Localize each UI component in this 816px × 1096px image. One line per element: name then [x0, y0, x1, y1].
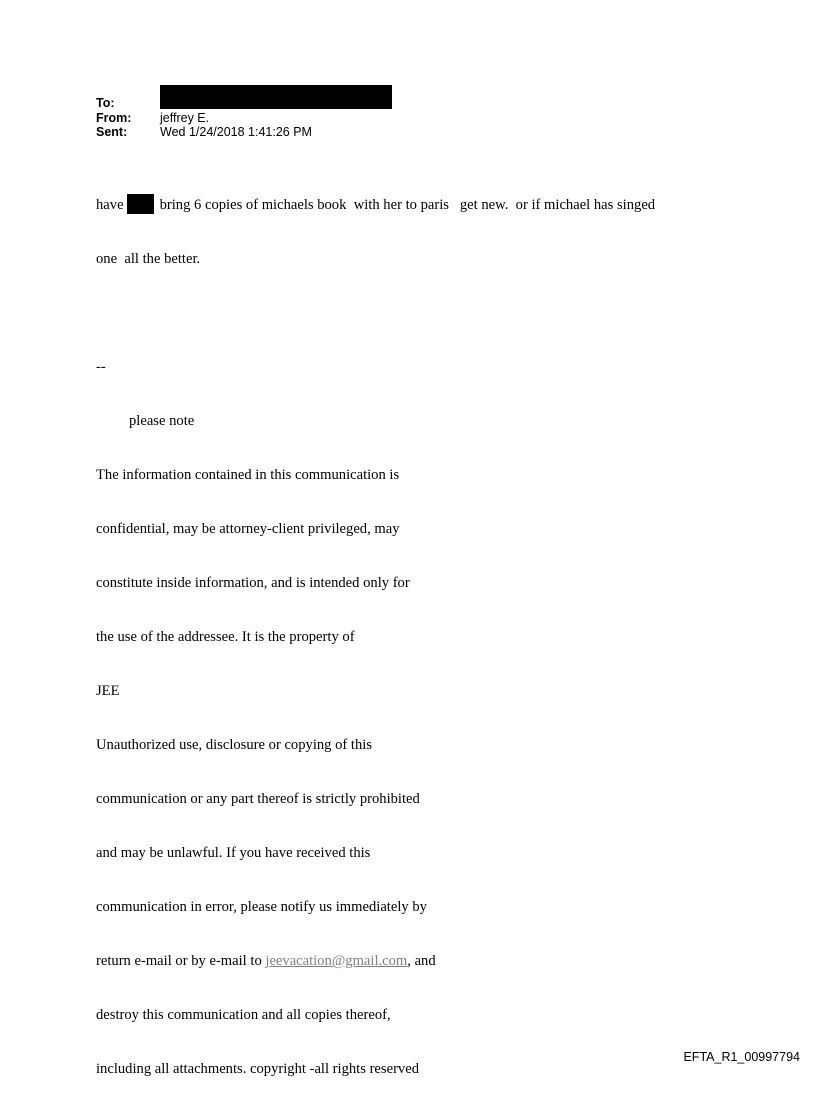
disclaimer-line: Unauthorized use, disclosure or copying of this	[96, 737, 373, 753]
to-label: To:	[96, 96, 115, 110]
disclaimer-line: destroy this communication and all copies thereof,	[96, 1007, 391, 1023]
from-row	[96, 111, 392, 126]
from-label: From:	[96, 110, 132, 125]
disclaimer-line: The information contained in this communication is	[96, 467, 400, 483]
disclaimer-line: communication in error, please notify us immediately by	[96, 899, 427, 915]
from-value: jeffrey E.	[160, 110, 210, 125]
message-text-start: have	[96, 197, 124, 213]
signature-dashes: --	[96, 359, 106, 375]
disclaimer-line: and may be unlawful. If you have received this	[96, 845, 371, 861]
to-row	[96, 96, 392, 111]
disclaimer-line: confidential, may be attorney-client privileged, may	[96, 521, 400, 537]
disclaimer-line: including all attachments. copyright -all rights reserved	[96, 1061, 419, 1077]
redacted-recipient	[160, 85, 392, 109]
disclaimer-line: communication or any part thereof is strictly prohibited	[96, 791, 420, 807]
sent-row	[96, 125, 392, 140]
message-text-rest: bring 6 copies of michaels book with her to paris get new. or if michael has singed	[159, 197, 656, 213]
return-prefix: return e-mail or by e-mail to	[96, 953, 266, 969]
redacted-name	[127, 194, 154, 214]
disclaimer-line: the use of the addressee. It is the property of	[96, 629, 355, 645]
disclaimer-line	[96, 952, 655, 970]
message-line-1	[96, 194, 655, 214]
email-header	[96, 96, 392, 140]
sent-value: Wed 1/24/2018 1:41:26 PM	[160, 125, 312, 139]
email-body	[96, 158, 655, 1096]
please-note: please note	[129, 413, 195, 429]
disclaimer-line: JEE	[96, 683, 120, 699]
return-suffix: , and	[407, 953, 436, 969]
disclaimer-line: constitute inside information, and is intended only for	[96, 575, 410, 591]
email-link[interactable]: jeevacation@gmail.com	[265, 953, 408, 969]
message-line-2: one all the better.	[96, 251, 201, 267]
document-id: EFTA_R1_00997794	[683, 1050, 800, 1064]
sent-label: Sent:	[96, 125, 128, 139]
